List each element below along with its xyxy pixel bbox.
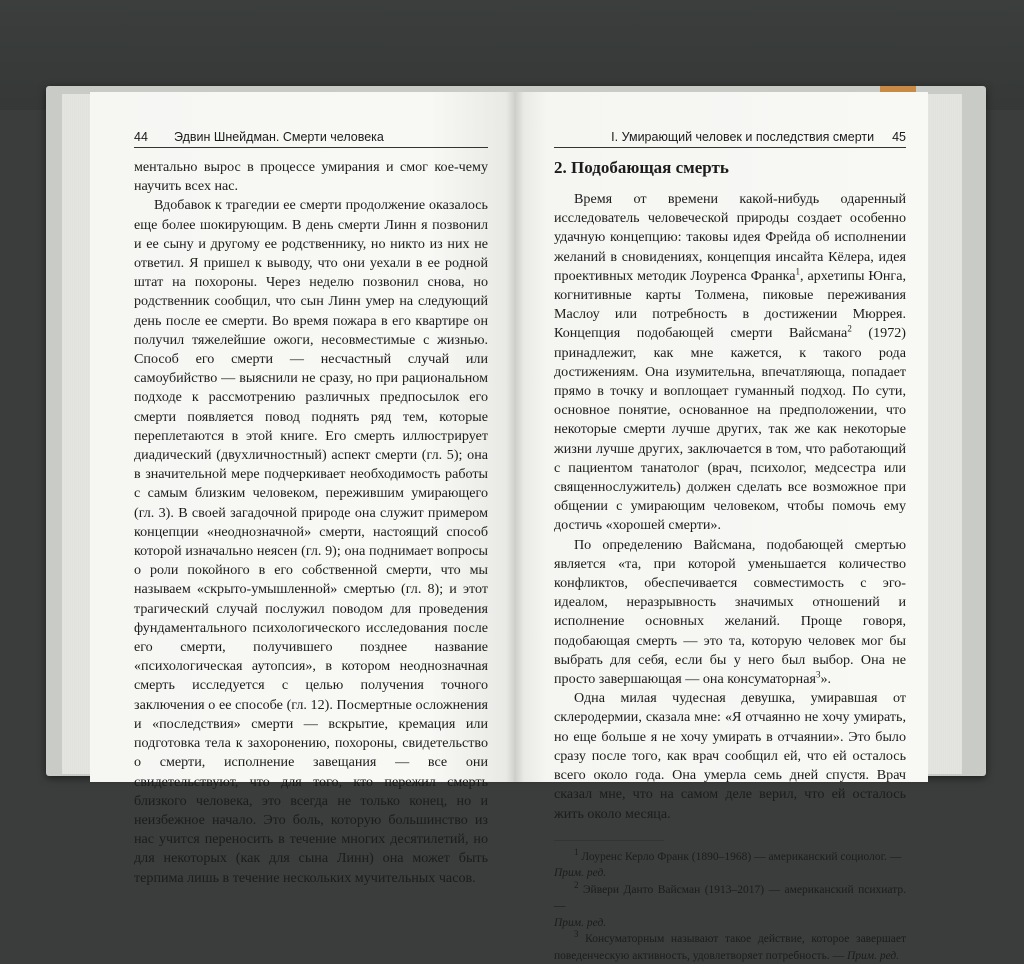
footnote-divider [554, 840, 664, 841]
paragraph: ментально вырос в процессе умирания и смог кое-чему научить всех нас. [134, 159, 488, 195]
book-gutter [506, 92, 524, 782]
right-running-header [554, 130, 906, 148]
right-page-body [554, 190, 906, 824]
footnote-editor-note: Прим. ред. [554, 916, 607, 929]
paragraph: Время от времени какой-нибудь одаренный исследователь человеческой природы создает особенно удачную концепцию: таковы идея Фрейда об исполнении желаний в сновидениях, концепция инсайта Кёлера, идея проективных методик Лоуренса Франка$^1$, архетипы Юнга, когнитивные карты Толмена, пиковые переживания Маслоу или потребность в достижении Мюррея. Концепция подобающей смерти Вайсмана$^2$ (1972) принадлежит, как мне кажется, к такого рода достижениям. Она изумительна, впечатляюща, попадает прямо в точку и воплощает гуманный подход. По сути, основное понятие, основанное на предположении, что некоторые смерти лучше других, так же как некоторые жизни лучше других, заключается в том, что работающий с пациентом танатолог (врач, психолог, медсестра или священнослужитель) должен сделать все возможное при общении с умирающим человеком, чтобы помочь ему достичь «хорошей смерти». [554, 191, 906, 534]
left-running-header [134, 130, 488, 148]
chapter-title-header: I. Умирающий человек и последствия смерти [611, 130, 875, 144]
left-page-body [134, 158, 488, 888]
section-title: 2. Подобающая смерть [554, 158, 729, 177]
paragraph: Одна милая чудесная девушка, умиравшая от склеродермии, сказала мне: «Я отчаянно не хочу умирать, но еще больше я не хочу умирать в отчаянии». Это было сразу после того, как врач сообщил ей, что ей осталось всего около года. Она умерла семь дней спустя. Врач сказал мне, что на самом деле верил, что ей осталось жить около месяца. [554, 690, 906, 822]
paragraph: По определению Вайсмана, подобающей смертью является «та, при которой уменьшается количество конфликтов, обеспечивается совместимость с эго-идеалом, неразрывность значимых отношений и исполнение основных желаний. Проще говоря, подобающая смерть — это та, которую человек мог бы выбрать для себя, если бы у него был выбор. Она не просто завершающая — она консуматорная$^3$». [554, 536, 906, 688]
footnote-editor-note: Прим. ред. [554, 867, 607, 880]
right-page [514, 92, 928, 962]
footnote: $^3$ Консуматорным называют такое действие, которое завершает поведенческую активность, удовлетворяет потребность. — Прим. ред. [554, 929, 906, 962]
footnote-editor-note: Прим. ред. [846, 949, 900, 962]
footnote-ref: 2 [847, 323, 852, 334]
page-number-right: 45 [892, 130, 906, 144]
footnotes [554, 846, 906, 964]
footnote: $^1$ Лоуренс Керло Франк (1890–1968) — американский социолог. — [574, 846, 902, 863]
footnote-ref: 1 [795, 266, 801, 277]
footnote: $^2$ Эйвери Данто Вайсман (1913–2017) — американский психиатр. — [554, 879, 906, 913]
page-number-left: 44 [134, 130, 148, 144]
page-stack-left [62, 94, 92, 774]
page-stack-right [926, 94, 962, 774]
footnote-ref: 3 [815, 669, 821, 680]
paragraph: Вдобавок к трагедии ее смерти продолжение оказалось еще более шокирующим. В день смерти Линн я позвонил и ее сыну и другому ее родственнику, но никто из них не ответил. Я пришел к выводу, что они уехали в ее родной штат на похороны. Через неделю позвонил снова, но родственник сообщил, что сын Линн умер на следующий день после ее смерти. Во время пожара в его квартире он получил тяжелейшие ожоги, несовместимые с жизнью. Способ его смерти — несчастный случай или самоубийство — выяснили не сразу, но при рациональном подходе к рассмотрению различных предпосылок его смерти появляется повод поднять ряд тем, которые переплетаются в этой книге. Его смерть иллюстрирует диадический (двухличностный) аспект смерти (гл. 5); она в значительной мере подчеркивает необходимость работы с самым близким человеком, пережившим умирающего (гл. 3). В своей загадочной природе она служит примером концепции «неоднозначной» смерти, настоящий способ которой изначально неясен (гл. 9); она поднимает вопросы о роли покойного в его собственной смерти, что мы называем «скрыто-умышленной» смертью (гл. 8); и этот трагический случай послужил поводом для проведения фундаментального психологического исследования после его смерти, получившего позднее название «психологическая аутопсия», в котором неоднозначная смерть исследуется с целью получения точного заключения о ее способе (гл. 12). Посмертные осложнения и «последствия» смерти — вскрытие, кремация или подготовка тела к захоронению, похороны, свидетельство о смерти, исполнение завещания — все они свидетельствуют, что для того, кто пережил смерть близкого человека, это всегда не только конец, но и неизбежное начало. Это боль, которую большинство из нас учится переносить в течение многих десятилетий, но для некоторых (как для сына Линн) она может быть терпима лишь в течение нескольких мучительных часов. [134, 197, 488, 886]
book-title-header: Эдвин Шнейдман. Смерти человека [174, 130, 384, 144]
left-page [90, 92, 514, 886]
